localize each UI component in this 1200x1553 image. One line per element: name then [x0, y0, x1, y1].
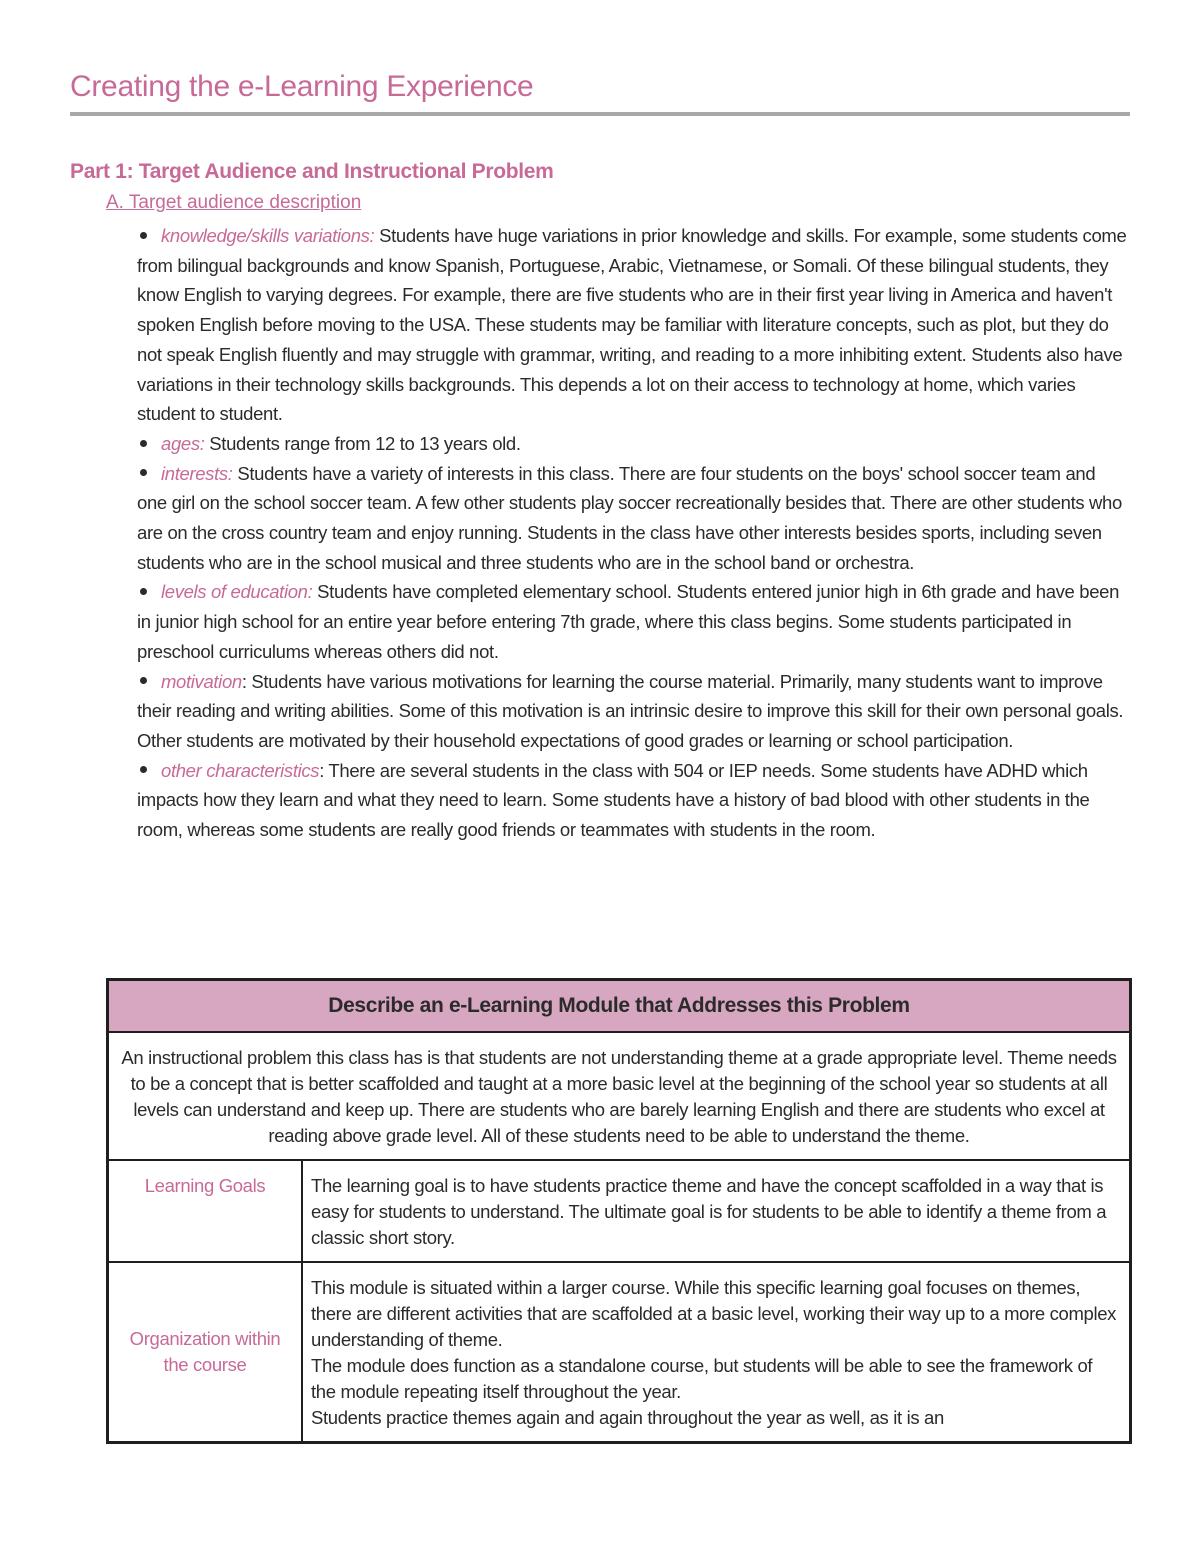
bullet-text: : There are several students in the class with 504 or IEP needs. Some students have ADHD which impacts how they learn and what they need to learn. Some students have a history of bad blood with other students in the room, whereas some students are really good friends or teammates with students in the room.: [137, 759, 1090, 841]
row-label-learning-goals: Learning Goals: [108, 1160, 303, 1262]
paragraph: This module is situated within a larger course. While this specific learning goal focuses on themes, there are different activities that are scaffolded at a basic level, working their way up to a more complex understanding of theme.: [311, 1277, 1117, 1350]
list-item: [137, 667, 1127, 756]
bullet-term: knowledge/skills variations:: [161, 225, 375, 246]
bullet-text: Students have huge variations in prior knowledge and skills. For example, some students come from bilingual backgrounds and know Spanish, Portuguese, Arabic, Vietnamese, or Somali. Of these bilingual students, they know English to varying degrees. For example, there are five students who are in their first year living in America and haven't spoken English before moving to the USA. These students may be familiar with literature concepts, such as plot, but they do not speak English fluently and may struggle with grammar, writing, and reading to a more inhibiting extent. Students also have variations in their technology skills backgrounds. This depends a lot on their access to technology at home, which varies student to student.: [137, 225, 1127, 425]
bullet-icon: [140, 677, 147, 684]
list-item: [137, 429, 1127, 459]
list-item: [137, 756, 1127, 845]
problem-description: An instructional problem this class has is that students are not understanding theme at a grade appropriate level. Theme needs to be a concept that is better scaffolded and taught at a more basic level at the beginning of the school year so students at all levels can understand and keep up. There are students who are barely learning English and there are students who excel at reading above grade level. All of these students need to be able to understand the theme.: [108, 1032, 1131, 1160]
bullet-term: interests:: [161, 462, 233, 484]
bullet-text: Students range from 12 to 13 years old.: [204, 432, 521, 454]
row-label-organization: Organization within the course: [108, 1262, 303, 1443]
paragraph: The learning goal is to have students practice theme and have the concept scaffolded in a way that is easy for students to understand. The ultimate goal is for students to be able to identify a theme from a classic short story.: [311, 1175, 1107, 1248]
table-row: [108, 1262, 1131, 1443]
title-divider: [70, 112, 1130, 116]
part-heading: Part 1: Target Audience and Instructional Problem: [70, 160, 554, 183]
paragraph: The module does function as a standalone course, but students will be able to see the framework of the module repeating itself throughout the year.: [311, 1355, 1093, 1402]
list-item: [137, 221, 1127, 429]
paragraph: Students practice themes again and again throughout the year as well, as it is an: [311, 1407, 944, 1428]
bullet-icon: [140, 440, 147, 447]
bullet-text: Students have a variety of interests in this class. There are four students on the boys' school soccer team and one girl on the school soccer team. A few other students play soccer recreationally besides that. There are other students who are on the cross country team and enjoy running. Students in the class have other interests besides sports, including seven students who are in the school musical and three students who are in the school band or orchestra.: [137, 462, 1122, 573]
table-row: [108, 1160, 1131, 1262]
bullet-term: levels of education:: [161, 581, 313, 603]
learning-goals-content: [302, 1160, 1131, 1262]
bullet-icon: [140, 232, 147, 239]
audience-bullet-list: [137, 221, 1127, 845]
bullet-icon: [140, 469, 147, 476]
bullet-term: other characteristics: [161, 759, 320, 781]
organization-content: [302, 1262, 1131, 1443]
table-header: Describe an e-Learning Module that Addresses this Problem: [108, 980, 1131, 1033]
bullet-icon: [140, 766, 147, 773]
list-item: [137, 459, 1127, 578]
document-title: Creating the e-Learning Experience: [70, 70, 534, 103]
bullet-text: : Students have various motivations for learning the course material. Primarily, many students want to improve their reading and writing abilities. Some of this motivation is an intrinsic desire to improve this skill for their own personal goals. Other students are motivated by their household expectations of good grades or learning or school participation.: [137, 670, 1124, 751]
subsection-heading: A. Target audience description: [106, 192, 362, 213]
bullet-text: Students have completed elementary school. Students entered junior high in 6th grade and have been in junior high school for an entire year before entering 7th grade, where this class begins. Some students participated in preschool curriculums whereas others did not.: [137, 581, 1120, 662]
bullet-term: ages:: [161, 432, 205, 454]
bullet-term: motivation: [161, 670, 242, 692]
module-table: [106, 978, 1132, 1444]
bullet-icon: [140, 588, 147, 595]
list-item: [137, 577, 1127, 666]
